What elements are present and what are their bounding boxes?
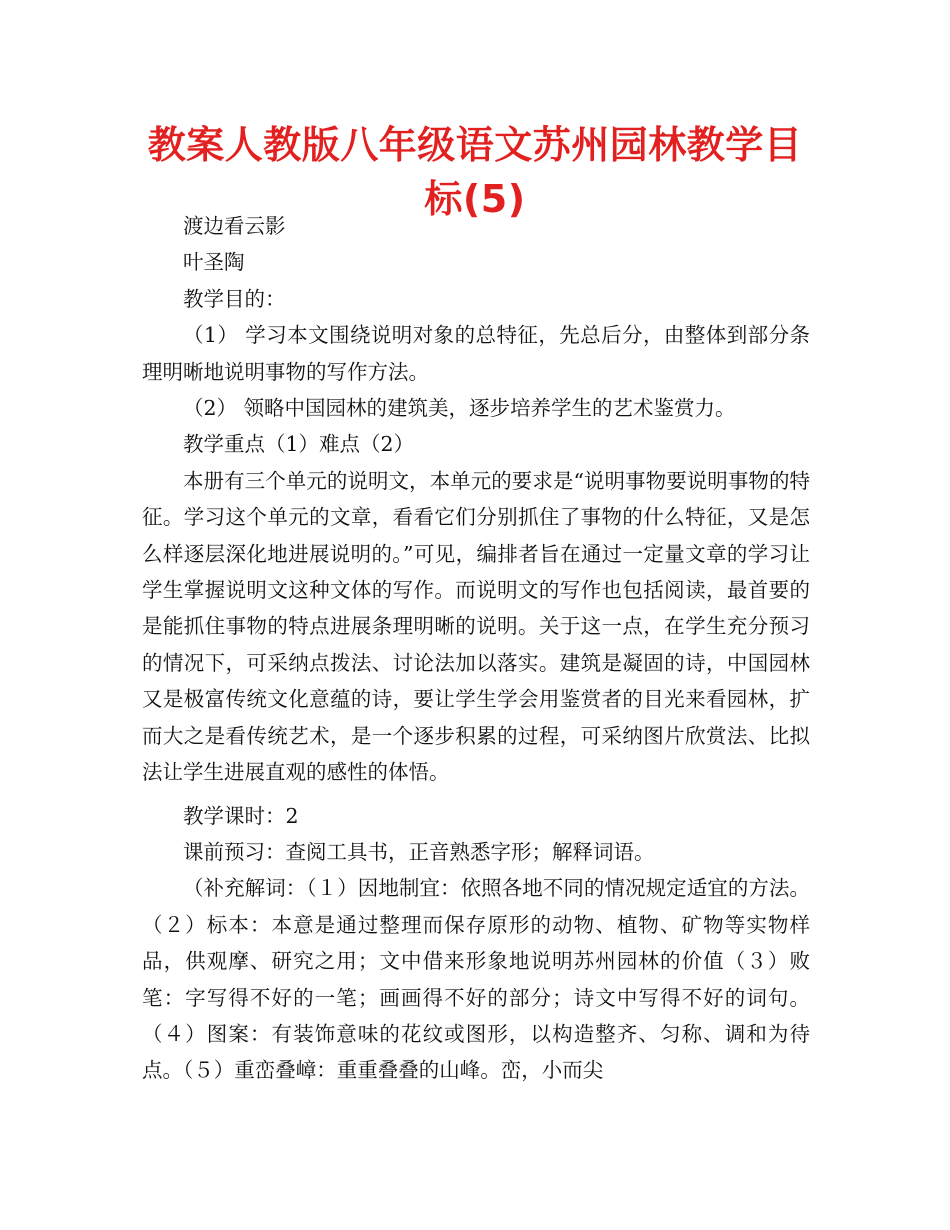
paragraph-author: 叶圣陶 [183,250,245,275]
paragraph-objective-2: （2） 领略中国园林的建筑美，逐步培养学生的艺术鉴赏力。 [183,396,736,421]
paragraph-unit-description: 本册有三个单元的说明文，本单元的要求是“说明事物要说明事物的特征。学习这个单元的文章，看看它们分别抓住了事物的什么特征，又是怎么样逐层深化地进展说明的。”可见，编排者旨在通过一定量文章的学习让学生掌握说明文这种文体的写作。而说明文的写作也包括阅读，最首要的是能抓住事物的特点进展条理明晰的说明。关于这一点，在学生充分预习的情况下，可采纳点拨法、讨论法加以落实。建筑是凝固的诗，中国园林又是极富传统文化意蕴的诗，要让学生学会用鉴赏者的目光来看园林，扩而大之是看传统艺术，是一个逐步积累的过程，可采纳图片欣赏法、比拟法让学生进展直观的感性的体悟。 [142,468,810,785]
paragraph-key-points: 教学重点（1）难点（2） [183,432,415,457]
document-title: 教案人教版八年级语文苏州园林教学目标(5) [147,123,803,221]
document-body [142,208,810,1089]
paragraph-objective-1: （1） 学习本文围绕说明对象的总特征，先总后分，由整体到部分条理明晰地说明事物的写作方法。 [142,323,810,384]
paragraph-class-hours: 教学课时：2 [183,803,299,828]
paragraph-objectives-heading: 教学目的： [183,286,286,311]
paragraph-vocabulary: （补充解词：（１）因地制宜：依照各地不同的情况规定适宜的方法。（２）标本：本意是通过整理而保存原形的动物、植物、矿物等实物样品，供观摩、研究之用；文中借来形象地说明苏州园林的价值（３）败笔：字写得不好的一笔；画画得不好的部分；诗文中写得不好的词句。（４）图案：有装饰意味的花纹或图形，以构造整齐、匀称、调和为待点。（５）重峦叠嶂：重重叠叠的山峰。峦，小而尖 [142,876,810,1083]
paragraph-subtitle: 渡边看云影 [183,214,286,238]
paragraph-preview: 课前预习：查阅工具书，正音熟悉字形；解释词语。 [183,839,655,864]
